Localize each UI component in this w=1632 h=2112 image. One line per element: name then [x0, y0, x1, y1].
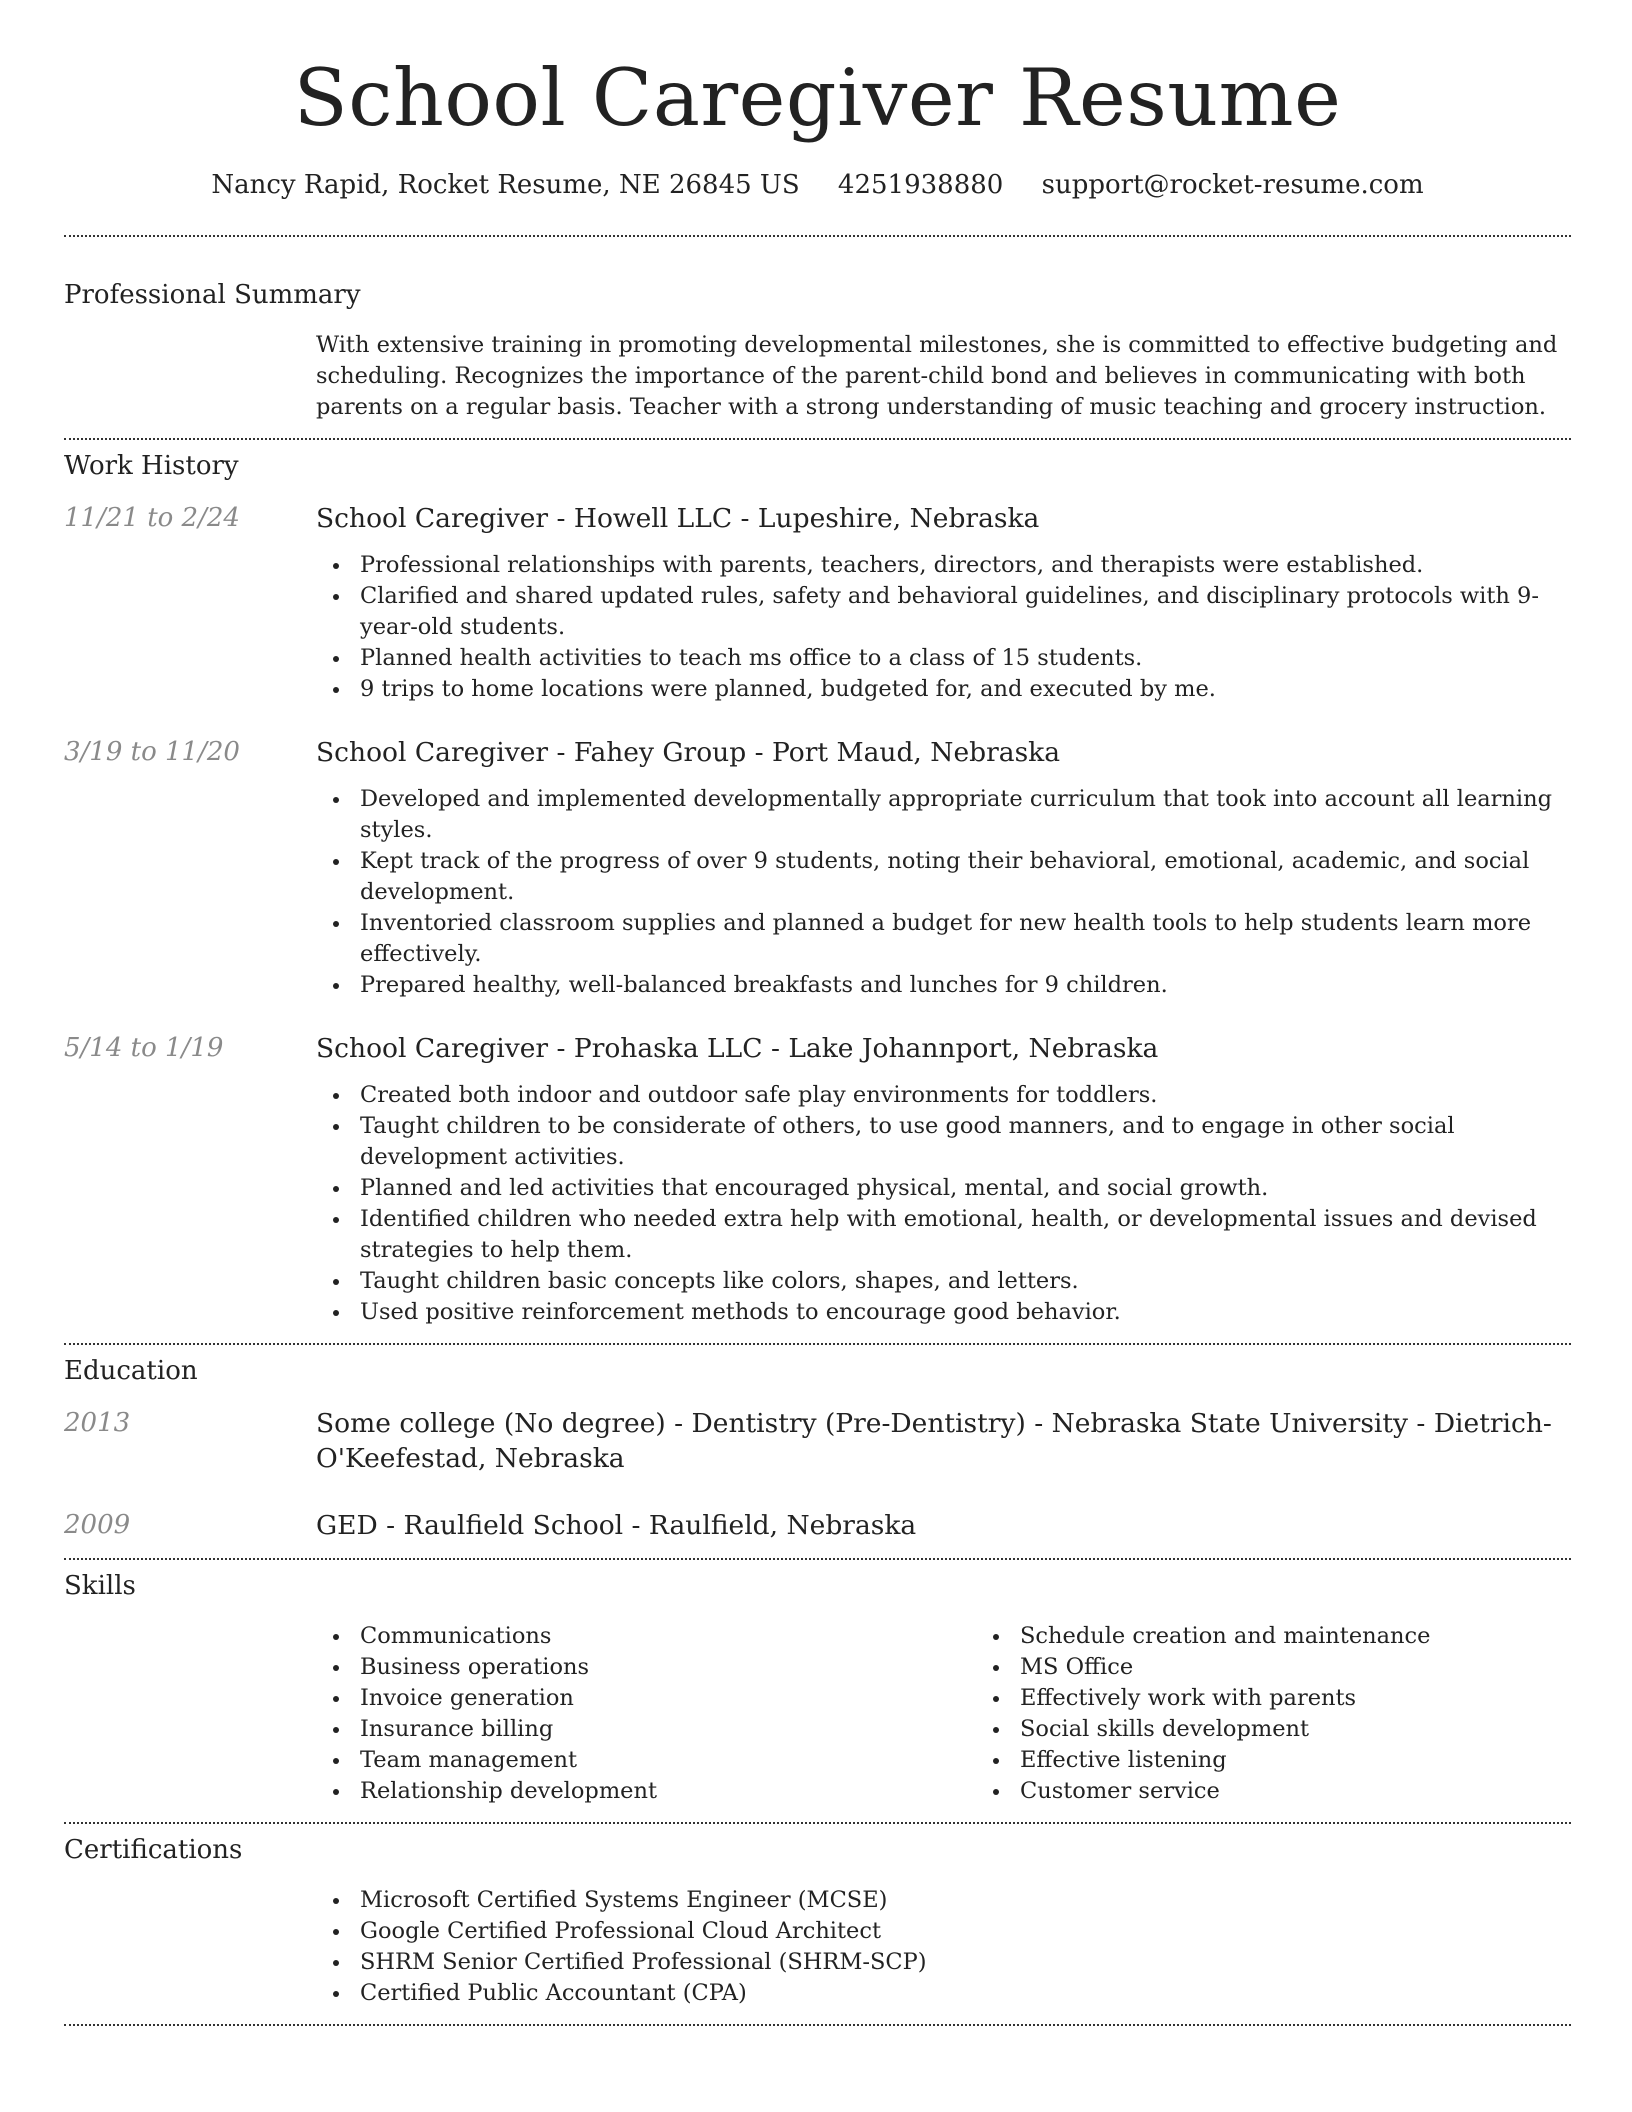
skill-item: MS Office — [1020, 1652, 1632, 1683]
list-item: Used positive reinforcement methods to encourage good behavior. — [360, 1297, 1571, 1328]
certification-item: Microsoft Certified Systems Engineer (MCSE) — [360, 1885, 1571, 1916]
job-entry — [64, 735, 1571, 1001]
list-item: Prepared healthy, well-balanced breakfasts and lunches for 9 children. — [360, 970, 1571, 1001]
skill-item: Team management — [360, 1745, 976, 1776]
education-section — [64, 1345, 1571, 1543]
contact-phone: 4251938880 — [837, 170, 1004, 200]
contact-address: Nancy Rapid, Rocket Resume, NE 26845 US — [211, 170, 800, 200]
job-title: School Caregiver - Fahey Group - Port Maud, Nebraska — [316, 737, 1061, 768]
list-item: Professional relationships with parents, teachers, directors, and therapists were established. — [360, 550, 1571, 581]
skill-item: Schedule creation and maintenance — [1020, 1621, 1632, 1652]
skill-item: Communications — [360, 1621, 976, 1652]
list-item: Kept track of the progress of over 9 students, noting their behavioral, emotional, academic, and social development. — [360, 846, 1571, 908]
education-title: GED - Raulfield School - Raulfield, Nebraska — [316, 1510, 917, 1541]
certification-item: Google Certified Professional Cloud Architect — [360, 1916, 1571, 1947]
skill-item: Invoice generation — [360, 1683, 976, 1714]
job-entry — [64, 1031, 1571, 1328]
education-year: 2013 — [64, 1408, 131, 1438]
skill-item: Insurance billing — [360, 1714, 976, 1745]
resume-title: School Caregiver Resume — [293, 52, 1342, 144]
skills-list-right — [976, 1621, 1632, 1807]
section-heading: Work History — [64, 451, 239, 481]
summary-section — [64, 237, 1571, 423]
list-item: Planned and led activities that encouraged physical, mental, and social growth. — [360, 1173, 1571, 1204]
section-heading: Professional Summary — [64, 280, 361, 310]
job-bullets — [316, 1080, 1571, 1328]
skill-item: Business operations — [360, 1652, 976, 1683]
list-item: Taught children basic concepts like colors, shapes, and letters. — [360, 1266, 1571, 1297]
list-item: Identified children who needed extra help with emotional, health, or developmental issues and devised strategies to help them. — [360, 1204, 1571, 1266]
skill-item: Customer service — [1020, 1776, 1632, 1807]
list-item: Developed and implemented developmentally appropriate curriculum that took into account all learning styles. — [360, 784, 1571, 846]
section-heading: Education — [64, 1356, 198, 1386]
contact-line — [64, 168, 1571, 202]
job-title: School Caregiver - Prohaska LLC - Lake Johannport, Nebraska — [316, 1033, 1159, 1064]
job-entry — [64, 501, 1571, 705]
list-item: Planned health activities to teach ms office to a class of 15 students. — [360, 643, 1571, 674]
job-bullets — [316, 550, 1571, 705]
job-dates: 11/21 to 2/24 — [64, 503, 240, 533]
education-entry — [64, 1406, 1571, 1476]
job-dates: 5/14 to 1/19 — [64, 1033, 224, 1063]
certification-item: SHRM Senior Certified Professional (SHRM-SCP) — [360, 1947, 1571, 1978]
skill-item: Relationship development — [360, 1776, 976, 1807]
job-dates: 3/19 to 11/20 — [64, 737, 240, 767]
education-year: 2009 — [64, 1510, 131, 1540]
list-item: Taught children to be considerate of others, to use good manners, and to engage in other social development activities. — [360, 1111, 1571, 1173]
list-item: Inventoried classroom supplies and planned a budget for new health tools to help students learn more effectively. — [360, 908, 1571, 970]
resume-page — [64, 0, 1571, 2026]
work-history-section — [64, 440, 1571, 1328]
section-heading: Certifications — [64, 1835, 243, 1865]
certifications-list — [316, 1885, 1571, 2009]
education-entry — [64, 1508, 1571, 1543]
certification-item: Certified Public Accountant (CPA) — [360, 1978, 1571, 2009]
section-heading: Skills — [64, 1571, 136, 1601]
skills-list-left — [316, 1621, 976, 1807]
skill-item: Social skills development — [1020, 1714, 1632, 1745]
job-title: School Caregiver - Howell LLC - Lupeshire, Nebraska — [316, 503, 1040, 534]
list-item: Clarified and shared updated rules, safety and behavioral guidelines, and disciplinary protocols with 9-year-old students. — [360, 581, 1571, 643]
certifications-section — [64, 1824, 1571, 2009]
education-title: Some college (No degree) - Dentistry (Pre-Dentistry) - Nebraska State University - Dietrich-O'Keefestad, Nebraska — [316, 1408, 1552, 1474]
list-item: Created both indoor and outdoor safe play environments for toddlers. — [360, 1080, 1571, 1111]
contact-email: support@rocket-resume.com — [1041, 170, 1424, 200]
skills-section — [64, 1560, 1571, 1807]
skill-item: Effectively work with parents — [1020, 1683, 1632, 1714]
skill-item: Effective listening — [1020, 1745, 1632, 1776]
list-item: 9 trips to home locations were planned, budgeted for, and executed by me. — [360, 674, 1571, 705]
section-divider — [64, 2024, 1571, 2026]
summary-text: With extensive training in promoting developmental milestones, she is committed to effective budgeting and scheduling. Recognizes the importance of the parent-child bond and believes in communicating with both parents on a regular basis. Teacher with a strong understanding of music teaching and grocery instruction. — [316, 332, 1558, 420]
job-bullets — [316, 784, 1571, 1001]
